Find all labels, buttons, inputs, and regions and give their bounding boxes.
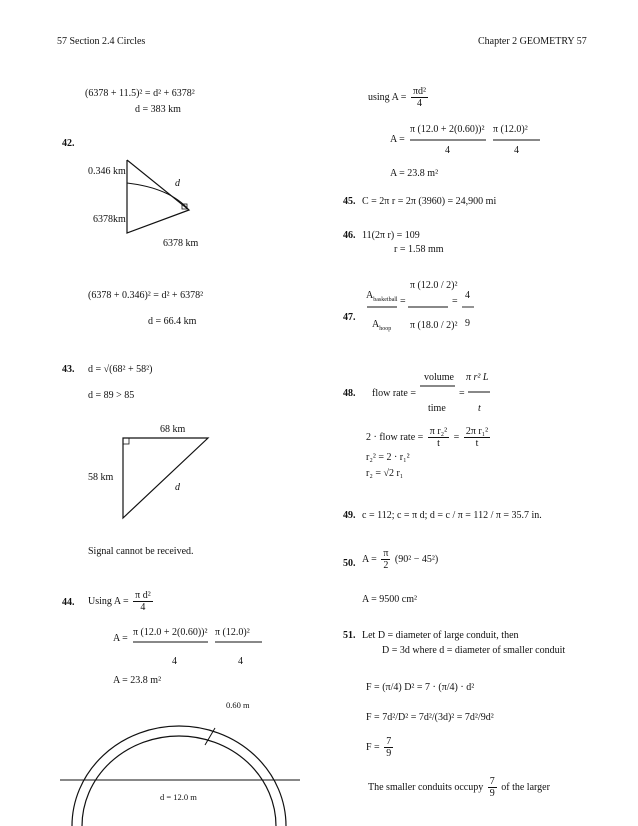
right-eq1-den2: 4 — [514, 145, 519, 156]
p51-f3: F = $\frac{7}{9}$ — [366, 736, 392, 759]
p42-radius-label-2: 6378 km — [163, 238, 199, 249]
p41-eq2: d = 383 km — [135, 104, 181, 115]
right-eq1: A = — [390, 134, 405, 145]
p47-a-basketball: $A_{basketball}$ — [366, 290, 398, 303]
p51-line2: D = 3d where d = diameter of smaller conduit — [382, 645, 566, 656]
p50-eq2: A = 9500 cm² — [362, 594, 418, 605]
p51-f1: F = (π/4) D² = 7 · (π/4) · d² — [366, 682, 475, 693]
p43-top-label: 68 km — [160, 424, 186, 435]
p44-using: Using A = $\frac{\text{π d²}}{4}$ — [88, 590, 151, 613]
problem-42-number: 42. — [62, 138, 75, 149]
p43-eq2: d = 89 > 85 — [88, 390, 135, 401]
right-using-fraction: $\frac{\text{πd²}}{4}$ — [412, 86, 426, 109]
page-number-left: 57 — [57, 36, 67, 47]
p48-line2: 2 · flow rate = $\frac{\text{π r₂²}}{t}$ = $\frac{\text{2π r₁²}}{t}$ — [366, 426, 489, 449]
p44-eq1-num2: π (12.0)² — [215, 627, 250, 638]
p44-eq1: A = — [113, 633, 128, 644]
p48-flow: flow rate = — [372, 388, 416, 399]
p47-result-den: 9 — [465, 318, 470, 329]
p42-radius-label-1: 6378km — [93, 214, 126, 225]
p44-eq1-den2: 4 — [238, 656, 243, 667]
p51-f2: F = 7d²/D² = 7d²/(3d)² = 7d²/9d² — [366, 712, 494, 723]
p41-eq1: (6378 + 11.5)² = d² + 6378² — [85, 88, 195, 99]
problem-49-number: 49. — [343, 510, 356, 521]
right-eq1-num1: π (12.0 + 2(0.60))² — [410, 124, 485, 135]
p46-eq1: 11(2π r) = 109 — [362, 230, 420, 241]
right-using: using A = $\frac{\text{πd²}}{4}$ — [368, 86, 426, 109]
p42-d-label: d — [175, 178, 180, 189]
problem-46-number: 46. — [343, 230, 356, 241]
p43-eq1: d = √(68² + 58²) — [88, 364, 153, 375]
chapter-title: Chapter 2 GEOMETRY — [478, 36, 575, 47]
problem-48-number: 48. — [343, 388, 356, 399]
p47-top: π (12.0 / 2)² — [410, 280, 458, 291]
page-number-right: 57 — [576, 36, 587, 47]
p42-eq1: (6378 + 0.346)² = d² + 6378² — [88, 290, 204, 301]
p51-last: The smaller conduits occupy $\frac{7}{9}$ of the larger — [368, 776, 550, 799]
p48-volume: volume — [424, 372, 454, 383]
problem-45-number: 45. — [343, 196, 356, 207]
p48-pirl: π r² L — [466, 372, 489, 383]
p46-eq2: r = 1.58 mm — [394, 244, 444, 255]
p44-diameter-label: d = 12.0 m — [160, 792, 197, 802]
p42-eq2: d = 66.4 km — [148, 316, 197, 327]
p44-eq1-den1: 4 — [172, 656, 177, 667]
p48-line3: r₂² = 2 · r₁² — [366, 452, 410, 463]
problem-50-number: 50. — [343, 558, 356, 569]
p44-eq2: A = 23.8 m² — [113, 675, 162, 686]
p44-using-fraction: $\frac{\text{π d²}}{4}$ — [135, 590, 151, 613]
p44-eq1-num1: π (12.0 + 2(0.60))² — [133, 627, 208, 638]
p51-line1: Let D = diameter of large conduit, then — [362, 630, 519, 641]
section-title: Section 2.4 Circles — [69, 36, 146, 47]
p47-result-num: 4 — [465, 290, 470, 301]
problem-44-number: 44. — [62, 597, 75, 608]
p43-note: Signal cannot be received. — [88, 546, 194, 557]
p42-height-label: 0.346 km — [88, 166, 126, 177]
p48-line4: r₂ = √2 r₁ — [366, 468, 404, 479]
problem-51-number: 51. — [343, 630, 356, 641]
p49-text: c = 112; c = π d; d = c / π = 112 / π = 35.7 in. — [362, 510, 542, 521]
p43-d-label: d — [175, 482, 180, 493]
p48-time: time — [428, 403, 446, 414]
right-eq1-den1: 4 — [445, 145, 450, 156]
problem-43-number: 43. — [62, 364, 75, 375]
right-eq1-num2: π (12.0)² — [493, 124, 528, 135]
p43-left-label: 58 km — [88, 472, 114, 483]
p47-a-hoop: $A_{hoop}$ — [372, 319, 392, 332]
p50-eq1: A = $\frac{\pi}{2}$ (90² − 45²) — [362, 548, 439, 571]
p45-text: C = 2π r = 2π (3960) = 24,900 mi — [362, 196, 497, 207]
p47-bottom: π (18.0 / 2)² — [410, 320, 458, 331]
p48-t: t — [478, 403, 481, 414]
p44-ring-label: 0.60 m — [226, 700, 250, 710]
problem-47-number: 47. — [343, 312, 356, 323]
right-eq2: A = 23.8 m² — [390, 168, 439, 179]
